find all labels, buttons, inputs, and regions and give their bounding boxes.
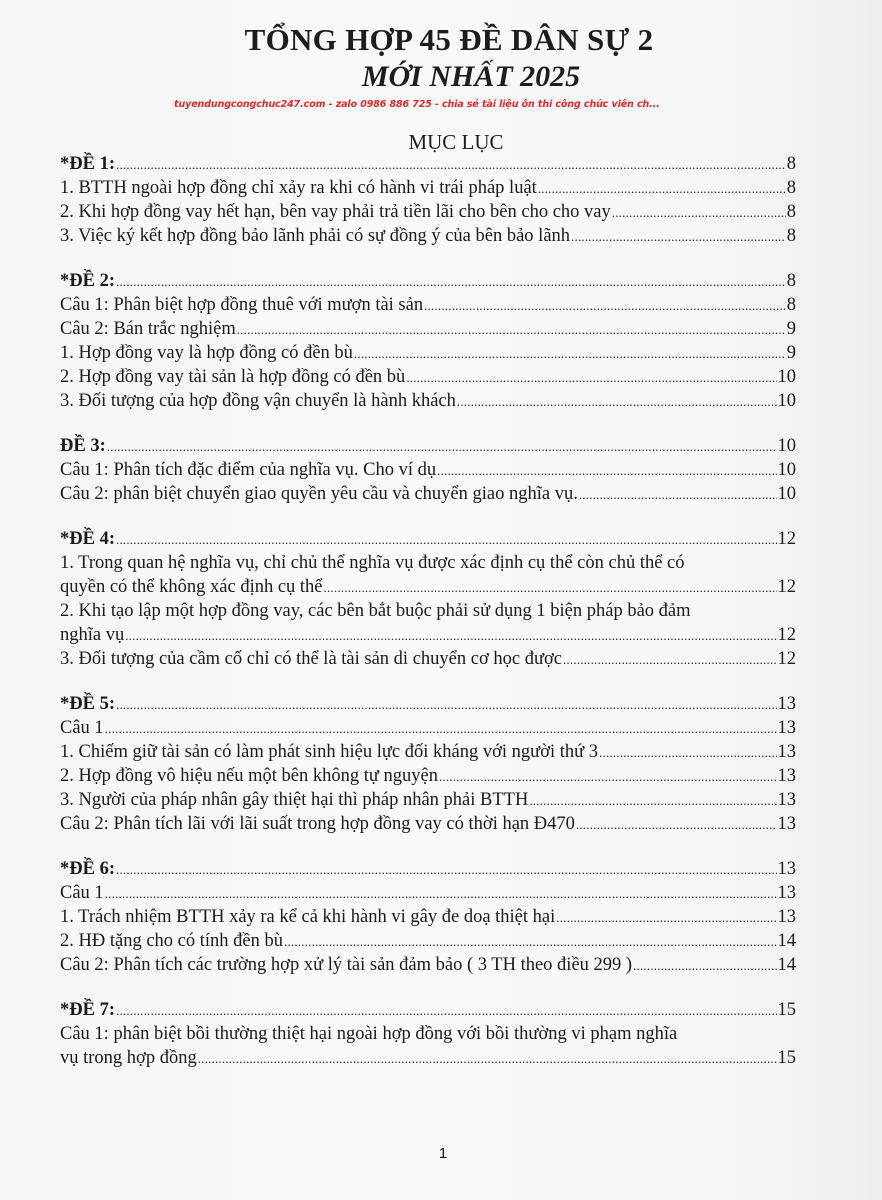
toc-entry-text: Câu 2: Bán trắc nghiệm bbox=[60, 319, 236, 339]
toc-entry[interactable] bbox=[60, 389, 796, 413]
toc-entry-text: *ĐỀ 4: bbox=[60, 529, 115, 549]
toc-entry[interactable] bbox=[60, 176, 796, 200]
toc-entry-text: 3. Đối tượng của cầm cố chỉ có thể là tài sản di chuyển cơ học được bbox=[60, 649, 562, 669]
toc-entry-text: *ĐỀ 1: bbox=[60, 154, 115, 174]
dot-leader bbox=[437, 459, 776, 482]
dot-leader bbox=[198, 1047, 777, 1070]
dot-leader bbox=[579, 483, 777, 506]
dot-leader bbox=[538, 177, 786, 200]
toc-entry[interactable] bbox=[60, 575, 796, 599]
toc-page-number: 12 bbox=[777, 649, 796, 669]
toc-entry[interactable] bbox=[60, 881, 796, 905]
toc-entry-text: Câu 2: Phân tích lãi với lãi suất trong hợp đồng vay có thời hạn Đ470 bbox=[60, 814, 575, 834]
toc-entry-text: Câu 2: phân biệt chuyển giao quyền yêu cầu và chuyển giao nghĩa vụ. bbox=[60, 484, 578, 504]
toc-entry-text: 3. Đối tượng của hợp đồng vận chuyển là hành khách bbox=[60, 391, 456, 411]
dot-leader bbox=[529, 789, 776, 812]
toc-entry-text: Câu 1 bbox=[60, 718, 104, 738]
toc-page-number: 8 bbox=[786, 202, 796, 222]
toc-entry-text: 3. Người của pháp nhân gây thiệt hại thì pháp nhân phải BTTH bbox=[60, 790, 529, 810]
toc-page-number: 13 bbox=[777, 766, 796, 786]
toc-section bbox=[60, 152, 796, 248]
dot-leader bbox=[116, 858, 777, 881]
toc-entry-text: *ĐỀ 2: bbox=[60, 271, 115, 291]
toc-entry-text: *ĐỀ 5: bbox=[60, 694, 115, 714]
toc-entry-text: 2. HĐ tặng cho có tính đền bù bbox=[60, 931, 283, 951]
toc-entry-text: nghĩa vụ bbox=[60, 625, 125, 645]
dot-leader bbox=[424, 294, 786, 317]
toc-entry-text: vụ trong hợp đồng bbox=[60, 1048, 197, 1068]
toc-section bbox=[60, 527, 796, 671]
toc-entry[interactable] bbox=[60, 1046, 796, 1070]
toc-section bbox=[60, 434, 796, 506]
toc-page-number: 10 bbox=[777, 391, 796, 411]
toc-page-number: 10 bbox=[777, 367, 796, 387]
toc-section bbox=[60, 692, 796, 836]
toc-page-number: 14 bbox=[777, 931, 796, 951]
toc-section-heading[interactable] bbox=[60, 434, 796, 458]
toc-entry-text: ĐỀ 3: bbox=[60, 436, 106, 456]
toc-entry[interactable] bbox=[60, 365, 796, 389]
dot-leader bbox=[406, 366, 776, 389]
toc-entry-text: Câu 1: phân biệt bồi thường thiệt hại ngoài hợp đồng với bồi thường vi phạm nghĩa bbox=[60, 1024, 678, 1044]
dot-leader bbox=[457, 390, 777, 413]
page-number: 1 bbox=[438, 1145, 448, 1162]
toc-page-number: 14 bbox=[777, 955, 796, 975]
toc-entry-text: 2. Khi tạo lập một hợp đồng vay, các bên bắt buộc phải sử dụng 1 biện pháp bảo đảm bbox=[60, 601, 691, 621]
toc-entry-text: quyền có thể không xác định cụ thể bbox=[60, 577, 323, 597]
toc-entry[interactable] bbox=[60, 905, 796, 929]
toc-entry-text: 2. Khi hợp đồng vay hết hạn, bên vay phải trả tiền lãi cho bên cho cho vay bbox=[60, 202, 611, 222]
document-title: TỔNG HỢP 45 ĐỀ DÂN SỰ 2 bbox=[244, 22, 654, 57]
dot-leader bbox=[116, 270, 786, 293]
toc-page-number: 10 bbox=[777, 460, 796, 480]
toc-entry[interactable] bbox=[60, 623, 796, 647]
toc-page-number: 13 bbox=[777, 883, 796, 903]
toc-entry-text: Câu 2: Phân tích các trường hợp xử lý tài sản đảm bảo ( 3 TH theo điều 299 ) bbox=[60, 955, 633, 975]
toc-section-heading[interactable] bbox=[60, 857, 796, 881]
dot-leader bbox=[116, 999, 777, 1022]
dot-leader bbox=[107, 435, 777, 458]
toc-entry-text: Câu 1: Phân tích đặc điểm của nghĩa vụ. Cho ví dụ bbox=[60, 460, 437, 480]
toc-entry-text: Câu 1: Phân biệt hợp đồng thuê với mượn tài sản bbox=[60, 295, 424, 315]
toc-entry-text: *ĐỀ 6: bbox=[60, 859, 115, 879]
dot-leader bbox=[633, 954, 776, 977]
dot-leader bbox=[439, 765, 777, 788]
toc-section-heading[interactable] bbox=[60, 152, 796, 176]
dot-leader bbox=[612, 201, 786, 224]
toc-entry[interactable] bbox=[60, 716, 796, 740]
dot-leader bbox=[116, 693, 777, 716]
toc-section-heading[interactable] bbox=[60, 998, 796, 1022]
toc-entry[interactable] bbox=[60, 293, 796, 317]
table-of-contents bbox=[60, 152, 796, 1091]
dot-leader bbox=[324, 576, 777, 599]
toc-page-number: 8 bbox=[786, 154, 796, 174]
toc-entry[interactable] bbox=[60, 458, 796, 482]
toc-section-heading[interactable] bbox=[60, 527, 796, 551]
toc-section bbox=[60, 998, 796, 1070]
toc-entry-text: 1. Chiếm giữ tài sản có làm phát sinh hiệu lực đối kháng với người thứ 3 bbox=[60, 742, 599, 762]
dot-leader bbox=[354, 342, 786, 365]
toc-entry-text: 1. Hợp đồng vay là hợp đồng có đền bù bbox=[60, 343, 353, 363]
dot-leader bbox=[571, 225, 786, 248]
toc-page-number: 8 bbox=[786, 295, 796, 315]
toc-entry-text: 1. Trong quan hệ nghĩa vụ, chỉ chủ thể nghĩa vụ được xác định cụ thể còn chủ thể có bbox=[60, 553, 685, 573]
toc-entry[interactable] bbox=[60, 200, 796, 224]
toc-section bbox=[60, 269, 796, 413]
toc-entry-text: 1. BTTH ngoài hợp đồng chỉ xảy ra khi có hành vi trái pháp luật bbox=[60, 178, 537, 198]
toc-entry[interactable] bbox=[60, 929, 796, 953]
dot-leader bbox=[576, 813, 777, 836]
toc-entry[interactable] bbox=[60, 341, 796, 365]
toc-entry[interactable] bbox=[60, 788, 796, 812]
toc-page-number: 13 bbox=[777, 907, 796, 927]
dot-leader bbox=[105, 717, 777, 740]
toc-entry[interactable] bbox=[60, 482, 796, 506]
toc-entry[interactable] bbox=[60, 740, 796, 764]
toc-page-number: 8 bbox=[786, 226, 796, 246]
dot-leader bbox=[116, 528, 777, 551]
toc-page-number: 15 bbox=[777, 1048, 796, 1068]
toc-page-number: 10 bbox=[777, 484, 796, 504]
toc-page-number: 13 bbox=[777, 742, 796, 762]
toc-page-number: 13 bbox=[777, 718, 796, 738]
dot-leader bbox=[105, 882, 777, 905]
toc-page-number: 13 bbox=[777, 859, 796, 879]
toc-entry[interactable] bbox=[60, 764, 796, 788]
toc-entry-line[interactable] bbox=[60, 1022, 796, 1046]
dot-leader bbox=[599, 741, 776, 764]
toc-page-number: 8 bbox=[786, 178, 796, 198]
toc-entry[interactable] bbox=[60, 647, 796, 671]
toc-entry[interactable] bbox=[60, 317, 796, 341]
toc-entry-text: 1. Trách nhiệm BTTH xảy ra kể cả khi hành vi gây đe doạ thiệt hại bbox=[60, 907, 556, 927]
dot-leader bbox=[125, 624, 776, 647]
toc-entry-text: 2. Hợp đồng vô hiệu nếu một bên không tự nguyện bbox=[60, 766, 438, 786]
dot-leader bbox=[116, 153, 786, 176]
dot-leader bbox=[284, 930, 777, 953]
dot-leader bbox=[237, 318, 786, 341]
watermark-text: tuyendungcongchuc247.com - zalo 0986 886 725 - chia sẻ tài liệu ôn thi công chức viên ch... bbox=[174, 99, 660, 110]
dot-leader bbox=[556, 906, 776, 929]
toc-page-number: 13 bbox=[777, 814, 796, 834]
toc-page-number: 8 bbox=[786, 271, 796, 291]
toc-entry-line[interactable] bbox=[60, 599, 796, 623]
toc-page-number: 9 bbox=[786, 343, 796, 363]
toc-page-number: 9 bbox=[786, 319, 796, 339]
toc-entry-text: Câu 1 bbox=[60, 883, 104, 903]
toc-entry-text: *ĐỀ 7: bbox=[60, 1000, 115, 1020]
toc-page-number: 10 bbox=[777, 436, 796, 456]
toc-section-heading[interactable] bbox=[60, 269, 796, 293]
toc-page-number: 13 bbox=[777, 790, 796, 810]
toc-entry[interactable] bbox=[60, 812, 796, 836]
toc-entry[interactable] bbox=[60, 224, 796, 248]
toc-page-number: 15 bbox=[777, 1000, 796, 1020]
document-subtitle: MỚI NHẤT 2025 bbox=[361, 60, 581, 93]
toc-entry-text: 2. Hợp đồng vay tài sản là hợp đồng có đền bù bbox=[60, 367, 406, 387]
toc-page-number: 12 bbox=[777, 625, 796, 645]
toc-section bbox=[60, 857, 796, 977]
toc-page-number: 12 bbox=[777, 577, 796, 597]
toc-page-number: 12 bbox=[777, 529, 796, 549]
toc-entry[interactable] bbox=[60, 953, 796, 977]
toc-entry-text: 3. Việc ký kết hợp đồng bảo lãnh phải có sự đồng ý của bên bảo lãnh bbox=[60, 226, 571, 246]
dot-leader bbox=[563, 648, 777, 671]
toc-heading: MỤC LỤC bbox=[408, 130, 504, 154]
toc-page-number: 13 bbox=[777, 694, 796, 714]
toc-entry-line[interactable] bbox=[60, 551, 796, 575]
toc-section-heading[interactable] bbox=[60, 692, 796, 716]
